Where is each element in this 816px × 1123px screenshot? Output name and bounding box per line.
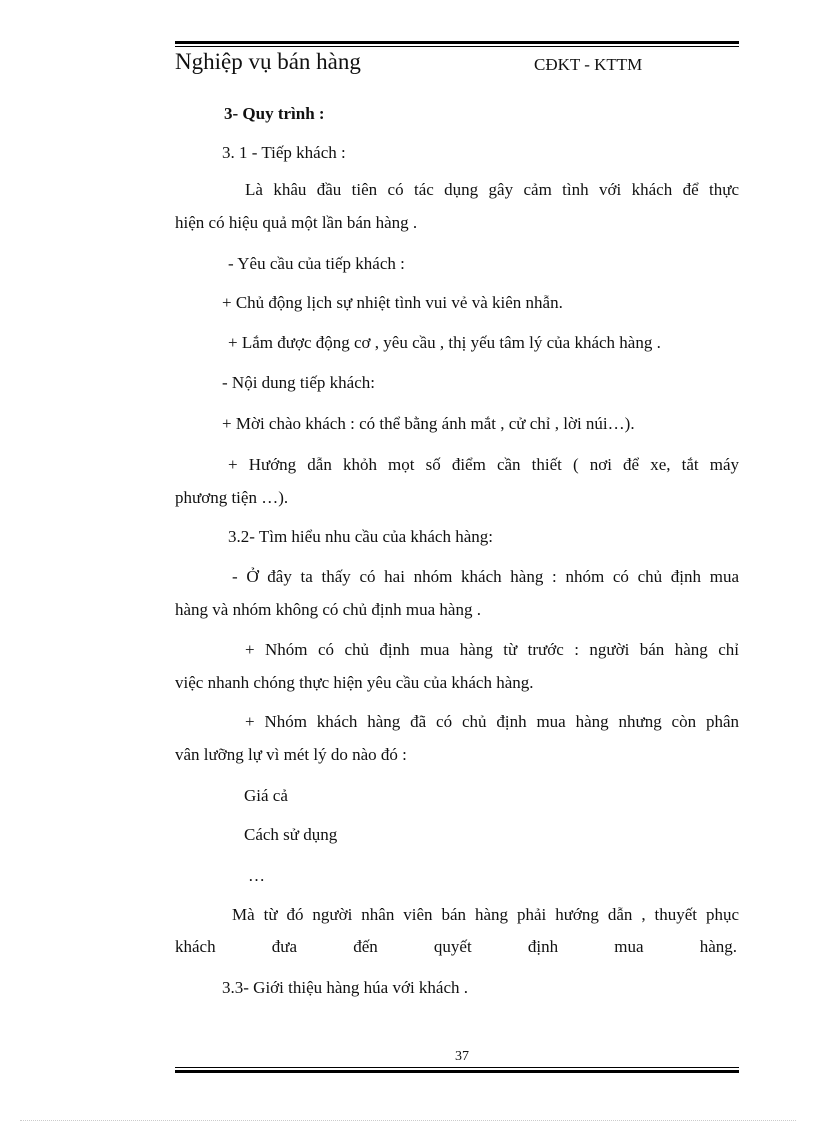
subsection-3-1: 3. 1 - Tiếp khách : bbox=[222, 143, 346, 162]
para2-line2: hàng và nhóm không có chủ định mua hàng . bbox=[175, 600, 481, 619]
header-title: Nghiệp vụ bán hàng bbox=[175, 49, 361, 74]
para3-line1: Mà từ đó người nhân viên bán hàng phải hướng dẫn , thuyết phục bbox=[232, 905, 739, 924]
para2-line1: - Ở đây ta thấy có hai nhóm khách hàng : nhóm có chủ định mua bbox=[232, 567, 739, 586]
requirement-item-2: + Lắm được động cơ , yêu cầu , thị yếu tâm lý của khách hàng . bbox=[228, 333, 661, 352]
subsection-3-3: 3.3- Giới thiệu hàng húa với khách . bbox=[222, 978, 469, 997]
content-item-1: + Mời chào khách : có thể bằng ánh mắt , cử chỉ , lời núi…). bbox=[222, 414, 635, 433]
footer-rule-thin bbox=[175, 1067, 739, 1068]
requirement-heading: - Yêu cầu của tiếp khách : bbox=[228, 254, 405, 273]
content-item-2-line2: phương tiện …). bbox=[175, 488, 289, 507]
header-rule-thin bbox=[175, 46, 739, 47]
header-rule-thick bbox=[175, 41, 739, 44]
requirement-item-1: + Chủ động lịch sự nhiệt tình vui vẻ và kiên nhẫn. bbox=[222, 293, 563, 312]
group1-line1: + Nhóm có chủ định mua hàng từ trước : người bán hàng chỉ bbox=[245, 640, 739, 659]
reason-price: Giá cả bbox=[244, 786, 288, 805]
para3-line2: khách đưa đến quyết định mua hàng. bbox=[175, 937, 737, 956]
reason-usage: Cách sử dụng bbox=[244, 825, 338, 844]
footer-rule-thick bbox=[175, 1070, 739, 1073]
para1-line2: hiện có hiệu quả một lần bán hàng . bbox=[175, 213, 418, 232]
group2-line1: + Nhóm khách hàng đã có chủ định mua hàng nhưng còn phân bbox=[245, 712, 739, 731]
section-heading: 3- Quy trình : bbox=[224, 104, 325, 123]
page-number: 37 bbox=[455, 1049, 469, 1064]
page-edge-divider bbox=[20, 1120, 796, 1121]
group1-line2: việc nhanh chóng thực hiện yêu cầu của khách hàng. bbox=[175, 673, 534, 692]
reason-ellipsis: … bbox=[248, 866, 265, 885]
group2-line2: vân lưỡng lự vì mét lý do nào đó : bbox=[175, 745, 407, 764]
subsection-3-2: 3.2- Tìm hiểu nhu cầu của khách hàng: bbox=[228, 527, 493, 546]
para1-line1: Là khâu đầu tiên có tác dụng gây cảm tình với khách để thực bbox=[245, 180, 739, 199]
content-item-2-line1: + Hướng dẫn khỏh mọt số điểm cần thiết ( nơi để xe, tắt máy bbox=[228, 455, 739, 474]
header-department: CĐKT - KTTM bbox=[534, 55, 643, 74]
content-heading: - Nội dung tiếp khách: bbox=[222, 373, 375, 392]
